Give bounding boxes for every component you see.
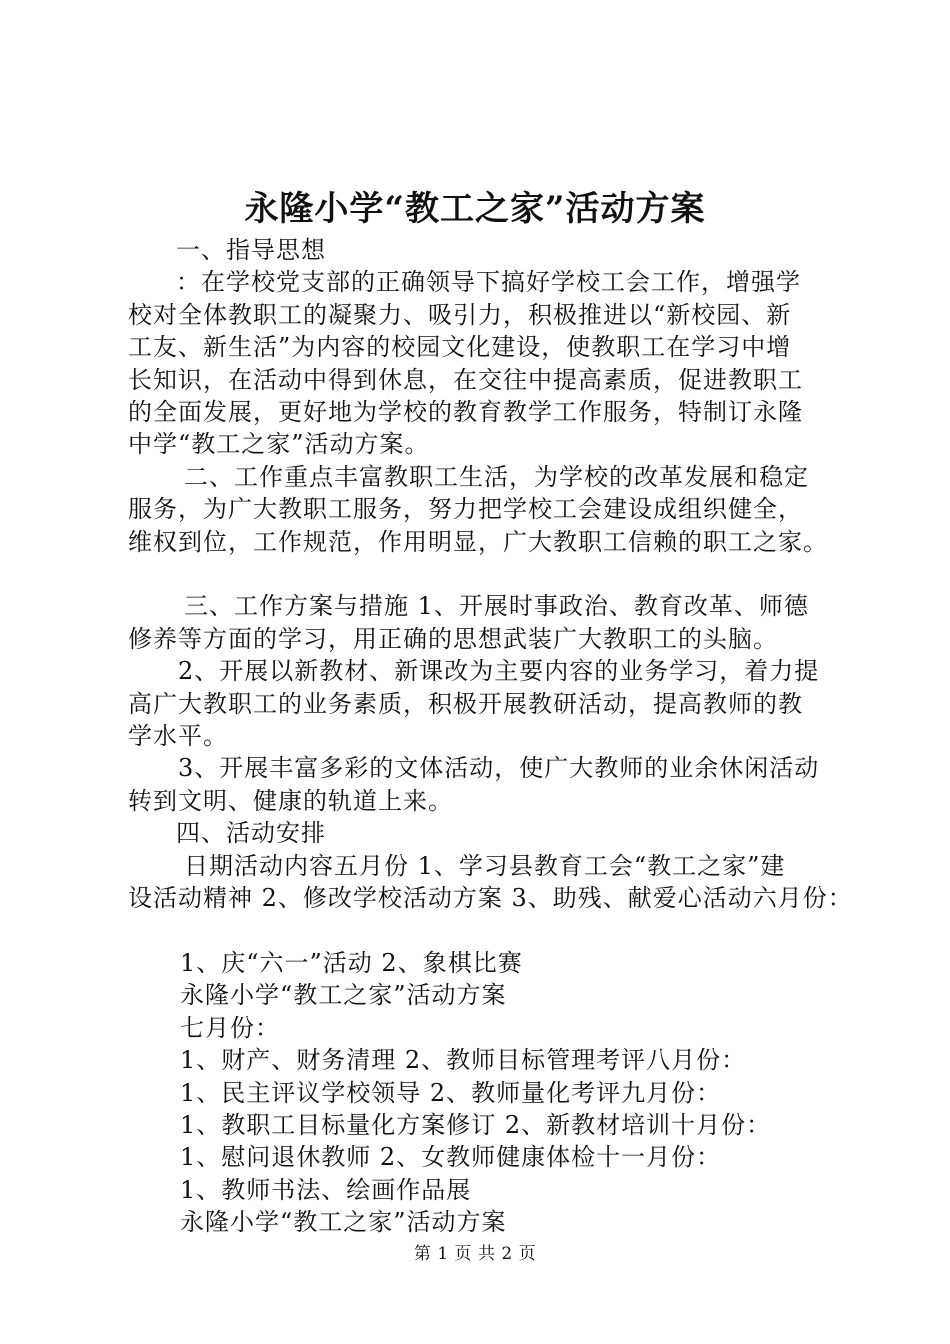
paragraph-line: 转到文明、健康的轨道上来。 [128, 786, 453, 815]
paragraph-line: 长知识，在活动中得到休息，在交往中提高素质，促进教职工 [128, 365, 803, 394]
page-number-footer: 第 1 页 共 2 页 [413, 1244, 537, 1264]
list-item: 2、开展以新教材、新课改为主要内容的业务学习，着力提 [178, 657, 820, 686]
section-heading-work-plan: 三、工作方案与措施 1、开展时事政治、教育改革、师德 [184, 592, 809, 621]
section-heading-work-focus: 二、工作重点丰富教职工生活，为学校的改革发展和稳定 [184, 462, 809, 491]
paragraph-gap [128, 915, 848, 947]
paragraph-line: 校对全体教职工的凝聚力、吸引力，积极推进以“新校园、新 [128, 300, 792, 329]
paragraph-line: 维权到位，工作规范，作用明显，广大教职工信赖的职工之家。 [128, 527, 828, 556]
list-item: 1、教师书法、绘画作品展 [180, 1175, 472, 1204]
list-item: 3、开展丰富多彩的文体活动，使广大教师的业余休闲活动 [178, 754, 820, 783]
list-item: 1、民主评议学校领导 2、教师量化考评九月份： [180, 1078, 722, 1107]
list-item: 1、教职工目标量化方案修订 2、新教材培训十月份： [180, 1110, 772, 1139]
section-heading-guiding-ideology: 一、指导思想 [176, 236, 326, 264]
list-item: 1、慰问退休教师 2、女教师健康体检十一月份： [180, 1143, 722, 1172]
paragraph-line: 高广大教职工的业务素质，积极开展教研活动，提高教师的教 [128, 689, 803, 718]
list-item: 1、庆“六一”活动 2、象棋比赛 [180, 948, 523, 977]
list-item: 1、财产、财务清理 2、教师目标管理考评八月份： [180, 1046, 747, 1075]
paragraph-line: 学水平。 [128, 722, 228, 751]
paragraph-line: 服务，为广大教职工服务，努力把学校工会建设成组织健全， [128, 495, 803, 524]
paragraph-line: 修养等方面的学习，用正确的思想武装广大教职工的头脑。 [128, 624, 778, 653]
document-title: 永隆小学“教工之家”活动方案 [244, 189, 706, 229]
paragraph-line: 设活动精神 2、修改学校活动方案 3、助残、献爱心活动六月份： [128, 884, 853, 913]
paragraph-line: 日期活动内容五月份 1、学习县教育工会“教工之家”建 [184, 851, 786, 880]
repeated-title-line: 永隆小学“教工之家”活动方案 [180, 1208, 507, 1237]
document-body [128, 234, 853, 1239]
month-label: 七月份： [180, 1013, 280, 1042]
paragraph-line: 工友、新生活”为内容的校园文化建设，使教职工在学习中增 [128, 333, 792, 362]
paragraph-line: 中学“教工之家”活动方案。 [128, 430, 430, 459]
section-heading-activity-schedule: 四、活动安排 [176, 819, 326, 848]
paragraph-line: 的全面发展，更好地为学校的教育教学工作服务，特制订永隆 [128, 398, 803, 427]
paragraph-gap [128, 558, 848, 590]
paragraph-line: ：在学校党支部的正确领导下搞好学校工会工作，增强学 [176, 268, 801, 297]
repeated-title-line: 永隆小学“教工之家”活动方案 [180, 981, 507, 1010]
